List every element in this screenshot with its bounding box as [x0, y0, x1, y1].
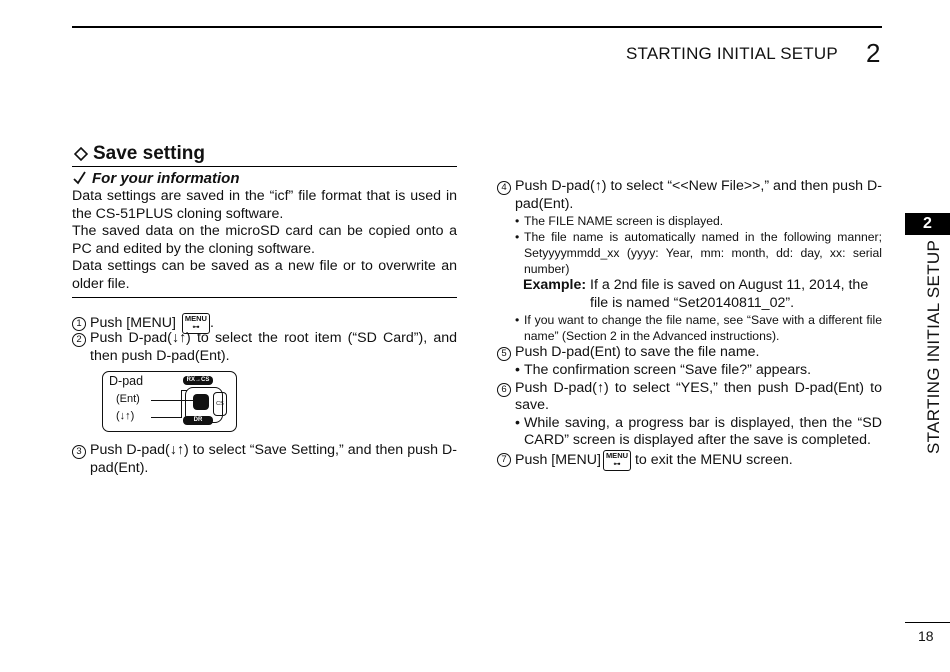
dpad-label: D-pad — [109, 374, 144, 388]
step-text: Push D-pad(Ent) to save the file name. — [515, 344, 760, 361]
right-column — [497, 178, 882, 471]
step-number: 3 — [72, 445, 86, 459]
example-text-2: file is named “Set20140811_02”. — [590, 294, 795, 311]
info-paragraph-3: Data settings can be saved as a new file or to overwrite an older file. — [72, 258, 457, 292]
dr-key-icon — [183, 416, 213, 425]
example-line-1 — [523, 277, 882, 295]
bullet-text: The confirmation screen “Save file?” appears. — [524, 361, 812, 378]
step-number: 2 — [72, 333, 86, 347]
info-title: For your information — [92, 170, 240, 187]
step-text: Push D-pad(↓↑) to select the root item (“SD Card”), and then push D-pad(Ent). — [90, 330, 457, 364]
example-label: Example: — [523, 277, 587, 294]
step-number: 1 — [72, 317, 86, 331]
chapter-tab — [905, 213, 950, 235]
step-4-bullet-2 — [515, 229, 882, 277]
bullet-icon: • — [515, 414, 520, 431]
dpad-ent-label: (Ent) — [116, 393, 140, 405]
step-text: Push [MENU] — [90, 315, 176, 331]
cs-key-label: CS — [216, 401, 224, 407]
section-title: Save setting — [93, 143, 205, 164]
dpad-center-button-icon — [193, 394, 209, 410]
page-number: 18 — [918, 628, 934, 644]
bullet-icon: • — [515, 214, 520, 229]
footer-rule — [905, 622, 950, 623]
info-paragraph-1: Data settings are saved in the “icf” file format that is used in the CS-51PLUS cloning software. — [72, 188, 457, 222]
dpad-leader-arrows-up — [181, 390, 182, 418]
step-number: 6 — [497, 383, 511, 397]
step-6 — [497, 380, 882, 415]
vertical-chapter-label: STARTING INITIAL SETUP — [924, 239, 943, 454]
bullet-icon: • — [515, 313, 520, 328]
info-paragraph-2: The saved data on the microSD card can be copied onto a PC and edited by the cloning software. — [72, 223, 457, 257]
checkmark-icon — [73, 171, 86, 185]
bullet-text: While saving, a progress bar is displayed, then the “SD CARD” screen is displayed after the save is completed. — [524, 414, 882, 449]
menu-key-icon: MENU ⊶ — [182, 313, 210, 334]
diamond-icon — [74, 147, 88, 161]
step-number: 4 — [497, 181, 511, 195]
step-6-bullet-1 — [515, 415, 882, 450]
menu-key-label: MENU — [605, 450, 629, 460]
header-title: STARTING INITIAL SETUP — [626, 44, 838, 63]
chapter-tab-number: 2 — [923, 215, 932, 232]
header-rule — [72, 26, 882, 28]
step-7 — [497, 450, 882, 471]
info-rule — [72, 297, 457, 298]
step-5 — [497, 344, 882, 362]
rx-cs-key-label: RX→CS — [186, 377, 210, 383]
step-text: Push [MENU] — [515, 451, 601, 468]
step-text: Push D-pad(↓↑) to select “Save Setting,” and then push D-pad(Ent). — [90, 442, 457, 476]
step-text: Push D-pad(↑) to select “YES,” then push D-pad(Ent) to save. — [515, 379, 882, 414]
example-line-2 — [590, 295, 882, 313]
dpad-leader-arrows — [151, 417, 181, 418]
info-body — [72, 188, 457, 294]
section-rule — [72, 166, 457, 167]
step-3 — [72, 442, 457, 477]
step-5-bullet-1 — [515, 362, 882, 380]
step-4-bullet-3 — [515, 312, 882, 344]
bullet-text: The FILE NAME screen is displayed. — [524, 214, 724, 229]
step-text-end: to exit the MENU screen. — [631, 451, 793, 468]
step-number: 7 — [497, 453, 511, 467]
step-text-end: . — [209, 315, 214, 331]
dpad-diagram — [102, 371, 237, 432]
step-2 — [72, 330, 457, 365]
bullet-text: The file name is automatically named in the following manner; Setyyyymmdd_xx (yyyy: Year, mm: month, dd: day, xx: serial number) — [524, 230, 882, 277]
step-number: 5 — [497, 347, 511, 361]
dr-key-label: DR — [193, 417, 203, 423]
menu-key-icon: MENU ⊶ — [603, 450, 631, 471]
step-4 — [497, 178, 882, 213]
menu-key-label: MENU — [184, 314, 207, 323]
header-chapter-number: 2 — [866, 38, 881, 68]
bullet-text: If you want to change the file name, see “Save with a different file name” (Section 2 in the Advanced instructions). — [524, 313, 882, 344]
step-text: Push D-pad(↑) to select “<<New File>>,” and then push D-pad(Ent). — [515, 178, 882, 212]
step-4-bullet-1 — [515, 213, 882, 229]
bullet-icon: • — [515, 230, 520, 245]
dpad-arrows-label: (↓↑) — [116, 410, 135, 422]
example-text-1: If a 2nd file is saved on August 11, 2014, the — [590, 277, 869, 294]
rx-cs-key-icon — [183, 376, 213, 385]
cs-key-icon — [213, 392, 227, 416]
bullet-icon: • — [515, 361, 520, 378]
